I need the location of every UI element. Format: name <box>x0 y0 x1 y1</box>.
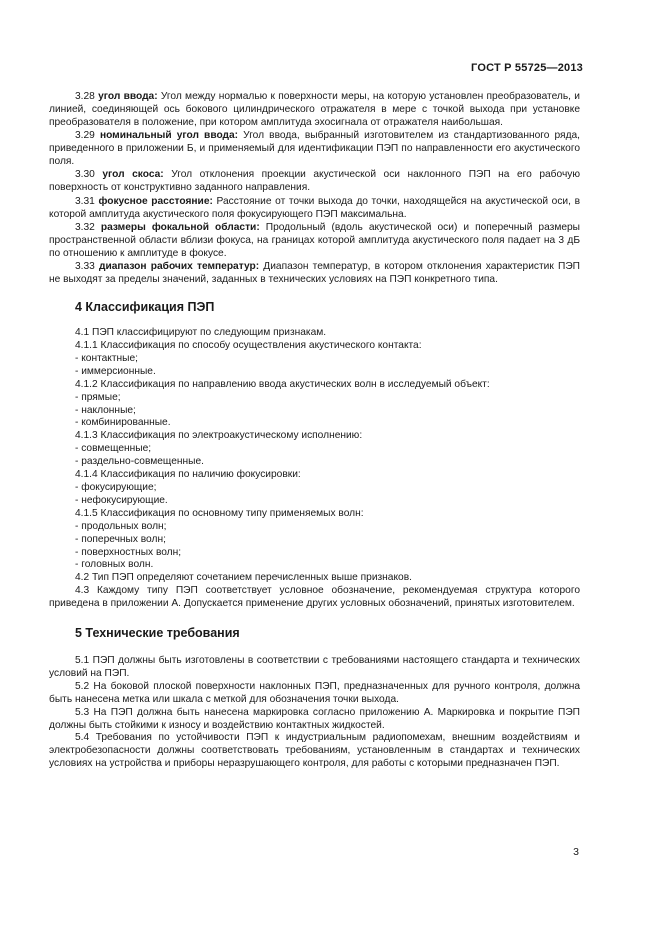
term-number: 3.29 <box>75 130 95 142</box>
term-name: фокусное расстояние: <box>98 195 213 207</box>
term-number: 3.31 <box>75 195 95 207</box>
section-4-heading: 4 Классификация ПЭП <box>75 300 215 315</box>
paragraph: 5.3 На ПЭП должна быть нанесена маркировка согласно приложению А. Маркировка и покрытие ПЭП должны быть стойкими к износу и воздействию контактных жидкостей. <box>49 706 580 731</box>
list-item: - поперечных волн; <box>75 533 166 545</box>
section-4-body <box>49 327 580 611</box>
term-number: 3.28 <box>75 91 95 102</box>
list-item: - фокусирующие; <box>75 481 157 493</box>
term-text: Угол ввода, выбранный изготовителем из стандартизованного ряда, приведенного в приложении Б, и применяемый для идентификации ПЭП по направленности его акустического поля. <box>49 130 581 168</box>
term-name: номинальный угол ввода: <box>99 130 239 142</box>
term-text: Расстояние от точки выхода до точки, находящейся на акустической оси, в которой амплитуда акустического поля фокусирующего ПЭП максимальна. <box>49 195 580 220</box>
term-name: диапазон рабочих температур: <box>99 261 260 273</box>
term-text: Продольный (вдоль акустической оси) и поперечный размеры пространственной области вблизи фокуса, на границах которой амплитуда акустического поля падает на 3 дБ по отношению к амплитуде в фокусе. <box>49 222 580 259</box>
term-number: 3.32 <box>75 222 95 234</box>
list-item: - иммерсионные. <box>75 365 156 377</box>
list-item: - продольных волн; <box>75 520 167 532</box>
term-name: размеры фокальной области: <box>100 222 260 234</box>
paragraph: 4.1.3 Классификация по электроакустическому исполнению: <box>75 430 363 442</box>
list-item: - наклонные; <box>75 404 136 416</box>
paragraph: 5.4 Требования по устойчивости ПЭП к индустриальным радиопомехам, внешним воздействиям и электробезопасности должны соответствовать требованиям, установленным в стандартах и технических условиях на устройства и приборы неразрушающего контроля, для работы с которыми предназначен ПЭП. <box>49 732 580 770</box>
term-definition <box>49 196 580 222</box>
paragraph: 5.2 На боковой плоской поверхности наклонных ПЭП, предназначенных для ручного контроля, должна быть нанесена метка или шкала с меткой для обозначения точки выхода. <box>49 680 580 705</box>
term-name: угол скоса: <box>102 169 164 181</box>
document-body <box>49 91 580 771</box>
term-definition <box>49 130 580 169</box>
terms-list <box>49 91 580 287</box>
list-item: - поверхностных волн; <box>75 546 182 558</box>
paragraph: 4.3 Каждому типу ПЭП соответствует условное обозначение, рекомендуемая структура которого приведена в приложении А. Допускается применение других условных обозначений, принятых изготовителем. <box>49 585 580 610</box>
term-text: Угол между нормалью к поверхности меры, на которую установлен преобразователь, и линией, соединяющей ось бокового цилиндрического отражателя в мере с точкой выхода при установке преобразователя в положение, при котором амплитуда эхосигнала от отражателя наибольшая. <box>49 91 580 128</box>
list-item: - контактные; <box>75 352 138 364</box>
term-text: Угол отклонения проекции акустической оси наклонного ПЭП на его рабочую поверхность от конструктивно заданного направления. <box>49 169 580 194</box>
list-item: - головных волн. <box>75 559 154 571</box>
section-5-heading: 5 Технические требования <box>75 626 240 641</box>
paragraph: 4.1 ПЭП классифицируют по следующим признакам. <box>75 327 327 339</box>
list-item: - нефокусирующие. <box>75 494 168 506</box>
term-name: угол ввода: <box>98 91 158 102</box>
section-5-body <box>49 655 580 771</box>
term-definition <box>49 91 580 130</box>
standard-number: ГОСТ Р 55725—2013 <box>471 62 583 74</box>
paragraph: 4.2 Тип ПЭП определяют сочетанием перечисленных выше признаков. <box>75 572 412 584</box>
page-number: 3 <box>573 846 579 858</box>
list-item: - комбинированные. <box>75 417 171 429</box>
paragraph: 4.1.2 Классификация по направлению ввода акустических волн в исследуемый объект: <box>75 378 490 390</box>
term-number: 3.33 <box>75 261 95 273</box>
list-item: - раздельно-совмещенные. <box>75 456 204 468</box>
paragraph: 4.1.5 Классификация по основному типу применяемых волн: <box>75 507 364 519</box>
term-definition <box>49 222 580 261</box>
paragraph: 4.1.4 Классификация по наличию фокусировки: <box>75 469 301 481</box>
paragraph: 4.1.1 Классификация по способу осуществления акустического контакта: <box>75 340 422 351</box>
paragraph: 5.1 ПЭП должны быть изготовлены в соответствии с требованиями настоящего стандарта и технических условий на ПЭП. <box>49 655 580 679</box>
list-item: - совмещенные; <box>75 443 152 455</box>
term-number: 3.30 <box>75 169 95 181</box>
list-item: - прямые; <box>75 391 121 403</box>
term-definition <box>49 261 580 287</box>
term-text: Диапазон температур, в котором отклонения характеристик ПЭП не выходят за пределы значений, заданных в технических условиях на ПЭП конкретного типа. <box>49 261 580 286</box>
term-definition <box>49 169 580 195</box>
